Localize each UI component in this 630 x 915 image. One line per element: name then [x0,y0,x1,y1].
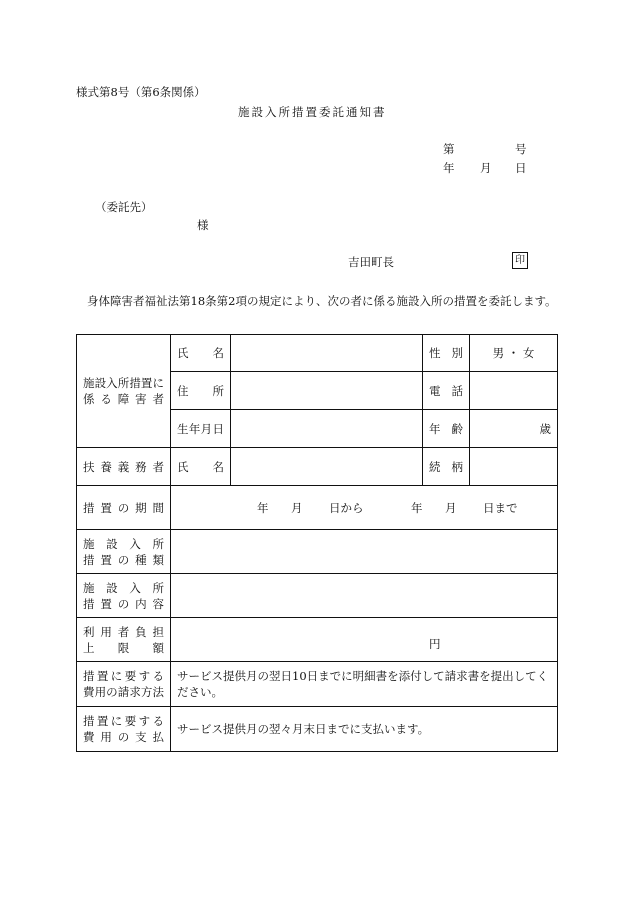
addressee-honorific: 様 [197,218,209,232]
sex-options[interactable]: 男 ・ 女 [470,335,558,372]
address-label: 住所 [171,372,231,410]
table-row [77,530,558,574]
type-label: 施設入所 措置の種類 [77,530,171,574]
payment-label: 措置に要する 費用の支払 [77,707,171,752]
period-field[interactable]: 年 月 日から 年 月 日まで [171,486,558,530]
content-field[interactable] [171,574,558,618]
age-label: 年齢 [423,410,470,448]
burden-unit: 円 [429,636,441,651]
table-row [77,574,558,618]
seal-mark: 印 [512,252,528,269]
document-title: 施設入所措置委託通知書 [238,105,387,119]
billing-text: サービス提供月の翌日10日までに明細書を添付して請求書を提出してください。 [171,662,558,707]
phone-label: 電話 [423,372,470,410]
notice-table [76,334,558,752]
table-row [77,335,558,372]
table-row [77,662,558,707]
relation-label: 続柄 [423,448,470,486]
burden-label: 利用者負担 上限額 [77,618,171,662]
payment-text: サービス提供月の翌々月末日までに支払います。 [171,707,558,752]
birth-label: 生年月日 [171,410,231,448]
period-label: 措置の期間 [77,486,171,530]
age-field[interactable] [470,410,558,448]
date-day: 日 [515,161,527,175]
burden-field[interactable] [171,618,558,662]
body-text: 身体障害者福祉法第18条第2項の規定により、次の者に係る施設入所の措置を委託します。 [87,294,557,308]
number-suffix: 号 [515,142,527,156]
table-row [77,707,558,752]
billing-label: 措置に要する 費用の請求方法 [77,662,171,707]
table-row [77,618,558,662]
sex-label: 性別 [423,335,470,372]
guardian-name-label: 氏名 [171,448,231,486]
guardian-label: 扶養義務者 [77,448,171,486]
type-field[interactable] [171,530,558,574]
issuer-name: 吉田町長 [348,255,394,269]
person-group-label: 施設入所措置に 係る障害者 [77,335,171,448]
number-prefix: 第 [443,142,455,156]
name-label: 氏名 [171,335,231,372]
date-month: 月 [480,161,492,175]
name-field[interactable] [231,335,423,372]
phone-field[interactable] [470,372,558,410]
table-row [77,448,558,486]
addressee-label: （委託先） [95,200,153,214]
birth-field[interactable] [231,410,423,448]
age-unit: 歳 [539,421,551,436]
guardian-name-field[interactable] [231,448,423,486]
address-field[interactable] [231,372,423,410]
date-year: 年 [443,161,455,175]
content-label: 施設入所 措置の内容 [77,574,171,618]
table-row [77,486,558,530]
form-number: 様式第8号（第6条関係） [76,85,206,99]
relation-field[interactable] [470,448,558,486]
